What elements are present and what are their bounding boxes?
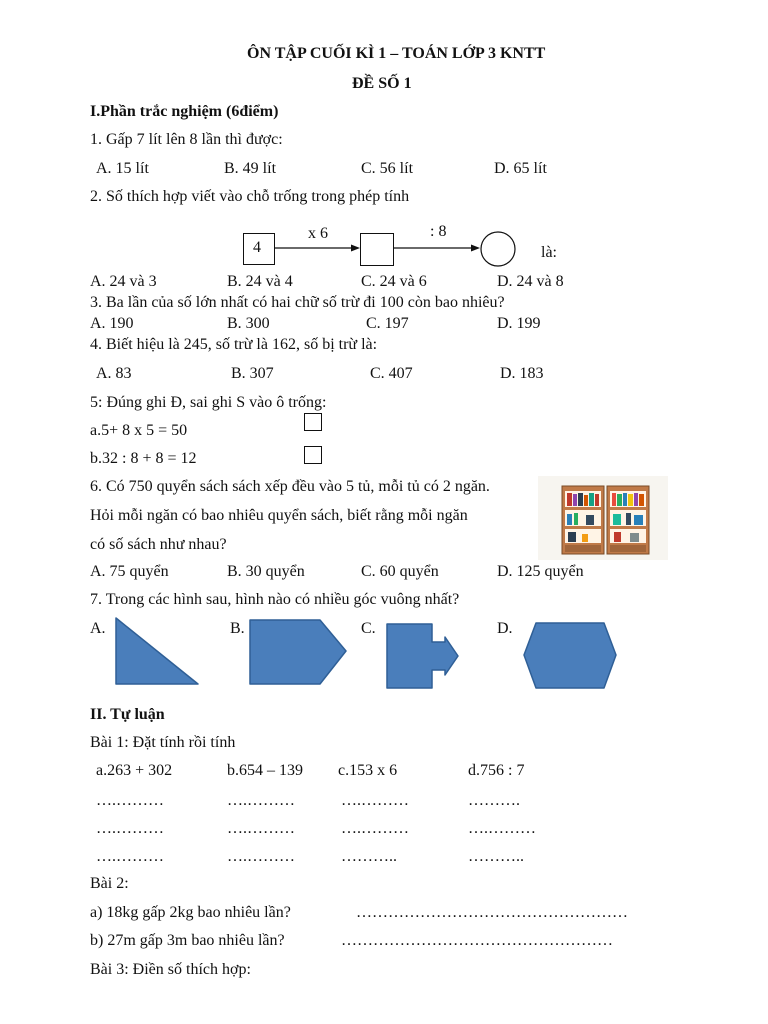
q3-option-a: A. 190 [90, 315, 134, 332]
bookshelf-left [562, 486, 604, 554]
section-heading-essay: II. Tự luận [90, 706, 165, 723]
question-6-line-2: Hỏi mỗi ngăn có bao nhiêu quyển sách, biết rằng mỗi ngăn [90, 507, 468, 524]
work-line[interactable]: ….……… [341, 820, 409, 837]
q1-option-c: C. 56 lít [361, 160, 414, 177]
question-2: 2. Số thích hợp viết vào chỗ trống trong phép tính [90, 188, 410, 205]
q2-option-c: C. 24 và 6 [361, 273, 427, 290]
q3-option-b: B. 300 [227, 315, 270, 332]
notched-arrow-shape [387, 624, 458, 688]
q5-statement-b: b.32 : 8 + 8 = 12 [90, 450, 197, 467]
bai-2-question-b: b) 27m gấp 3m bao nhiêu lần? [90, 932, 285, 949]
question-5: 5: Đúng ghi Đ, sai ghi S vào ô trống: [90, 394, 327, 411]
q7-label-c: C. [361, 620, 376, 637]
arrow-1-head [351, 245, 360, 252]
q6-option-d: D. 125 quyển [497, 563, 584, 580]
q2-option-a: A. 24 và 3 [90, 273, 157, 290]
work-line[interactable]: ….……… [96, 792, 164, 809]
bai-2-title: Bài 2: [90, 875, 129, 892]
q1-option-a: A. 15 lít [96, 160, 149, 177]
question-4: 4. Biết hiệu là 245, số trừ là 162, số bị trừ là: [90, 336, 378, 353]
q7-label-b: B. [230, 620, 245, 637]
q7-label-d: D. [497, 620, 513, 637]
arrow-2-head [471, 245, 480, 252]
work-line[interactable]: ….……… [468, 820, 536, 837]
q6-option-c: C. 60 quyển [361, 563, 439, 580]
q6-option-b: B. 30 quyển [227, 563, 305, 580]
blank-square-box [360, 233, 394, 266]
q7-label-a: A. [90, 620, 106, 637]
question-1: 1. Gấp 7 lít lên 8 lần thì được: [90, 131, 283, 148]
q3-option-c: C. 197 [366, 315, 409, 332]
bai-1-problem-c: c.153 x 6 [338, 762, 398, 779]
section-heading-multiple-choice: I.Phần trắc nghiệm (6điểm) [90, 103, 279, 120]
q4-option-a: A. 83 [96, 365, 132, 382]
pentagon-arrow-shape [250, 620, 346, 684]
hexagon-shape [524, 623, 616, 688]
work-line[interactable]: ….……… [227, 820, 295, 837]
work-line[interactable]: ….……… [227, 848, 295, 865]
right-triangle-shape [116, 618, 198, 684]
page-subtitle: ĐỀ SỐ 1 [352, 75, 412, 92]
bai-1-problem-a: a.263 + 302 [96, 762, 173, 779]
q1-option-d: D. 65 lít [494, 160, 547, 177]
q2-option-b: B. 24 và 4 [227, 273, 293, 290]
q4-option-b: B. 307 [231, 365, 274, 382]
work-line[interactable]: ….……… [227, 792, 295, 809]
question-6-line-3: có số sách như nhau? [90, 536, 227, 553]
q4-option-c: C. 407 [370, 365, 413, 382]
bai-2-answer-line-b[interactable]: …………………………………………… [341, 932, 613, 949]
q3-option-d: D. 199 [497, 315, 541, 332]
work-line[interactable]: ….……… [341, 792, 409, 809]
question-6-line-1: 6. Có 750 quyển sách sách xếp đều vào 5 tủ, mỗi tủ có 2 ngăn. [90, 478, 490, 495]
work-line[interactable]: ……….. [468, 848, 524, 865]
q5-answer-box-a[interactable] [304, 413, 322, 431]
q5-answer-box-b[interactable] [304, 446, 322, 464]
q4-option-d: D. 183 [500, 365, 544, 382]
q6-option-a: A. 75 quyển [90, 563, 169, 580]
divide-operation-label: : 8 [430, 223, 447, 240]
q1-option-b: B. 49 lít [224, 160, 277, 177]
work-line[interactable]: ….……… [96, 848, 164, 865]
question-7: 7. Trong các hình sau, hình nào có nhiều góc vuông nhất? [90, 591, 460, 608]
multiply-operation-label: x 6 [308, 225, 328, 242]
question-3: 3. Ba lần của số lớn nhất có hai chữ số trừ đi 100 còn bao nhiêu? [90, 294, 505, 311]
q2-option-d: D. 24 và 8 [497, 273, 564, 290]
bai-1-problem-d: d.756 : 7 [468, 762, 525, 779]
diagram-suffix: là: [541, 244, 557, 261]
bai-2-answer-line-a[interactable]: …………………………………………… [356, 904, 628, 921]
bookshelf-illustration [538, 476, 668, 560]
work-line[interactable]: ………. [468, 792, 520, 809]
page-title: ÔN TẬP CUỐI KÌ 1 – TOÁN LỚP 3 KNTT [247, 45, 546, 62]
work-line[interactable]: ….……… [96, 820, 164, 837]
work-line[interactable]: ……….. [341, 848, 397, 865]
bai-3-title: Bài 3: Điền số thích hợp: [90, 961, 251, 978]
bookshelf-right [607, 486, 649, 554]
start-number: 4 [253, 239, 261, 256]
q5-statement-a: a.5+ 8 x 5 = 50 [90, 422, 188, 439]
bai-2-question-a: a) 18kg gấp 2kg bao nhiêu lần? [90, 904, 291, 921]
result-circle [481, 232, 515, 266]
bai-1-problem-b: b.654 – 139 [227, 762, 303, 779]
bai-1-title: Bài 1: Đặt tính rồi tính [90, 734, 236, 751]
